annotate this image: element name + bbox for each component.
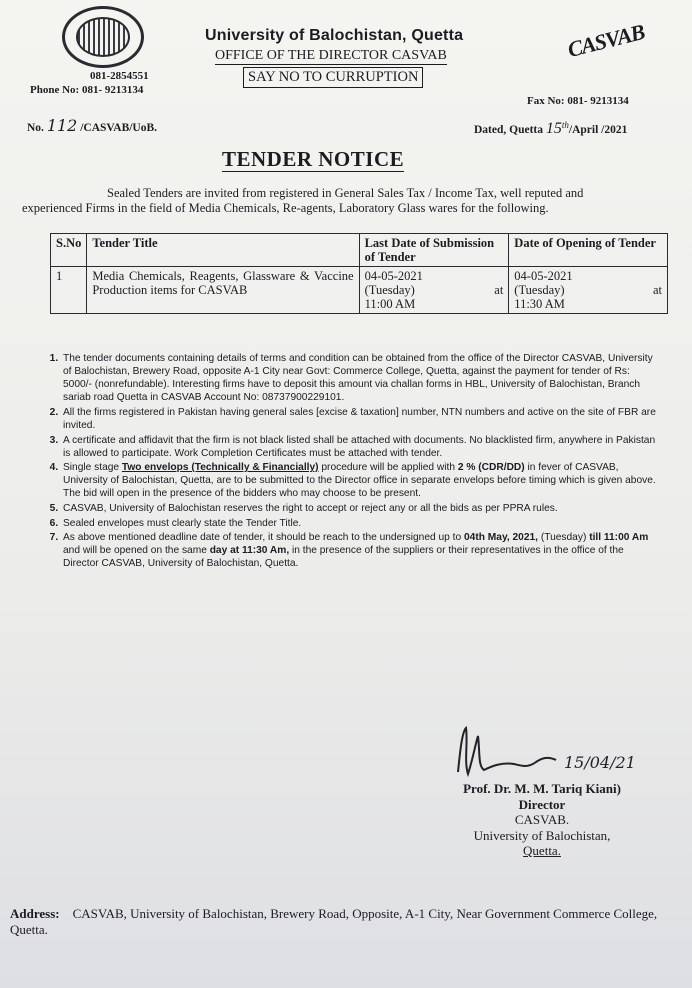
signatory-office: CASVAB. [514, 812, 570, 827]
signatory-city: Quetta. [523, 843, 561, 858]
last-date-value: 04-05-2021 [364, 269, 423, 283]
opening-date-day: (Tuesday) [514, 283, 565, 297]
last-date-time: 11:00 AM [364, 297, 416, 311]
signature-date: 15/04/21 [564, 753, 636, 772]
term-7-part-a: As above mentioned deadline date of tender, it should be reach to the undersigned up to [63, 532, 462, 544]
university-title: University of Balochistan, Quetta [205, 27, 464, 44]
term-4-envelops: Two envelops (Technically & Financially) [121, 462, 319, 474]
table-row [51, 267, 668, 314]
reference-prefix: No. [27, 122, 44, 134]
table-header-row [51, 234, 668, 267]
intro-paragraph: Sealed Tenders are invited from registered in General Sales Tax / Income Tax, well reputed and experienced Firms in the field of Media Chemicals, Re-agents, Laboratory Glass wares for the following. [22, 186, 584, 215]
cell-title: Media Chemicals, Reagents, Glassware & Vaccine Production items for CASVAB [87, 267, 359, 314]
reference-suffix: /CASVAB/UoB. [80, 122, 158, 134]
header-title: Tender Title [87, 234, 359, 267]
address-label: Address: [10, 906, 60, 921]
header-opening: Date of Opening of Tender [509, 234, 668, 267]
term-3: 3. A certificate and affidavit that the firm is not black listed shall be attached with documents. No blacklisted firm, anywhere in Pakistan is allowed to participate. Work Completion Certificates must be attached with tender. [61, 434, 661, 460]
last-date-day: (Tuesday) [364, 283, 415, 297]
term-4 [61, 461, 661, 500]
term-7-part-g: in the presence of the suppliers or their representatives in the office of the Director CASVAB, University of Balochistan, Quetta. [63, 545, 624, 570]
fax-number: Fax No: 081- 9213134 [527, 95, 629, 107]
term-5: 5. CASVAB, University of Balochistan reserves the right to accept or reject any or all the bids as per PPRA rules. [61, 502, 661, 515]
university-seal-icon [62, 6, 144, 68]
term-4-part-a: Single stage [63, 462, 120, 474]
term-4-part-e: in fever of CASVAB, University of Balochistan, Quetta, are to be submitted to the Director office in separate envelops before timing which is given above. The bid will open in the presence of the bidders who may choose to be present. [63, 462, 656, 500]
opening-date-value: 04-05-2021 [514, 269, 573, 283]
dated-month-year: /April /2021 [568, 124, 628, 136]
signatory-designation: Director [518, 796, 566, 812]
slogan-box: SAY NO TO CURRUPTION [243, 67, 423, 88]
opening-date-time: 11:30 AM [514, 297, 565, 311]
cell-sno: 1 [51, 267, 87, 314]
notice-title: TENDER NOTICE [222, 147, 405, 171]
term-1: 1. The tender documents containing details of terms and condition can be obtained from the office of the Director CASVAB, University of Balochistan, Brewery Road, opposite A-1 City near Govt: Commerce College, Quetta, against the payment for tender of Rs: 5000/- (nonrefundable). Interesting firms have to deposit this amount via challan forms in HBL, University of Balochistan, Branch sariab road Quetta in CASVAB Account No: 08737900229101. [61, 352, 661, 404]
address-footer [10, 906, 660, 938]
casvab-logo: CASVAB [565, 18, 647, 63]
term-7-part-e: and will be opened on the same [63, 545, 207, 557]
term-4-part-c: procedure will be applied with [321, 462, 456, 474]
phone-number-1: 081-2854551 [90, 70, 149, 82]
dated-day-suffix: th [561, 120, 569, 131]
cell-last-date [359, 267, 509, 314]
tender-table [50, 233, 668, 314]
header-last-date: Last Date of Submission of Tender [359, 234, 509, 267]
signatory-university: University of Balochistan, [473, 827, 611, 843]
header-sno: S.No [51, 234, 87, 267]
address-text: CASVAB, University of Balochistan, Brewery Road, Opposite, A-1 City, Near Government Commerce College, Quetta. [10, 906, 658, 937]
term-7-day: (Tuesday) [540, 532, 587, 544]
dated-label: Dated, Quetta [474, 124, 543, 136]
term-2: 2. All the firms registered in Pakistan having general sales [excise & taxation] number, NTN numbers and active on the site of FBR are invited. [61, 406, 661, 432]
term-4-cdr: 2 % (CDR/DD) [457, 462, 525, 474]
dated-day: 15 [545, 120, 562, 137]
terms-list [25, 352, 661, 572]
term-7 [61, 531, 661, 570]
handwritten-signature [452, 722, 642, 782]
cell-opening [509, 267, 668, 314]
dated-line [474, 120, 627, 138]
term-7-opening: day at 11:30 Am, [209, 545, 290, 557]
office-title: OFFICE OF THE DIRECTOR CASVAB [215, 48, 447, 63]
term-6: 6. Sealed envelopes must clearly state the Tender Title. [61, 517, 661, 530]
opening-date-at: at [652, 283, 662, 297]
reference-handwritten-number: 112 [46, 116, 78, 135]
last-date-at: at [494, 283, 504, 297]
phone-number-2: Phone No: 081- 9213134 [30, 84, 144, 96]
signatory-block [442, 781, 642, 859]
signatory-name: Prof. Dr. M. M. Tariq Kiani) [463, 781, 621, 796]
term-7-deadline: 04th May, 2021, [464, 532, 539, 544]
reference-number [27, 116, 157, 135]
term-7-time: till 11:00 Am [589, 532, 649, 544]
